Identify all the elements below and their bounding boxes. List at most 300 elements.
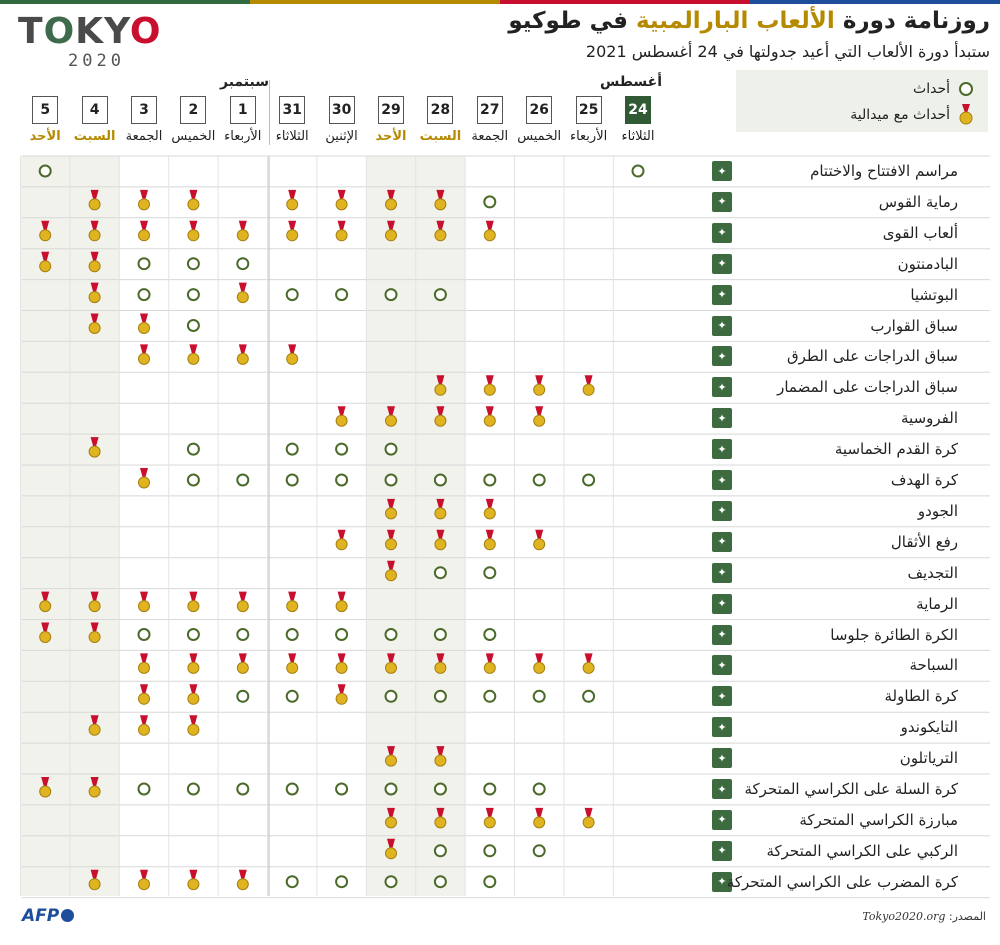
medal-disc xyxy=(89,230,100,241)
sport-name: الفروسية xyxy=(901,409,958,428)
medal-ribbon xyxy=(239,653,247,662)
archery-icon: ✦ xyxy=(712,192,732,212)
medal-ribbon xyxy=(486,221,494,230)
medal-disc xyxy=(188,199,199,210)
table-tennis-icon: ✦ xyxy=(712,686,732,706)
medal-ribbon xyxy=(288,344,296,353)
medal-disc xyxy=(89,632,100,643)
day-number: 5 xyxy=(32,96,58,124)
sitting-volleyball-icon: ✦ xyxy=(712,625,732,645)
medal-ribbon xyxy=(288,592,296,601)
sport-name: كرة المضرب على الكراسي المتحركة xyxy=(726,872,958,891)
day-name: الأحد xyxy=(29,129,61,144)
medal-ribbon xyxy=(585,653,593,662)
medal-event-marker xyxy=(139,715,150,735)
medal-ribbon xyxy=(486,808,494,817)
medal-event-marker xyxy=(484,221,495,241)
medal-ribbon xyxy=(140,715,148,724)
medal-disc xyxy=(484,662,495,673)
event-marker xyxy=(534,475,545,486)
medal-ribbon xyxy=(140,344,148,353)
medal-disc xyxy=(386,199,397,210)
medal-disc xyxy=(435,755,446,766)
medal-ribbon xyxy=(486,406,494,415)
sport-name: كرة السلة على الكراسي المتحركة xyxy=(744,780,958,798)
day-name: الجمعة xyxy=(471,129,509,144)
medal-event-marker xyxy=(336,406,347,426)
day-name: الثلاثاء xyxy=(621,129,655,144)
medal-disc xyxy=(287,601,298,612)
logo-year: 2020 xyxy=(68,51,125,71)
medal-disc xyxy=(435,539,446,550)
medal-ribbon xyxy=(338,530,346,539)
event-marker xyxy=(386,784,397,795)
medal-ribbon xyxy=(140,592,148,601)
medal-disc xyxy=(435,230,446,241)
medal-event-marker xyxy=(287,344,298,364)
medal-ribbon xyxy=(338,221,346,230)
medal-ribbon xyxy=(140,314,148,323)
medal-disc xyxy=(336,539,347,550)
source-value: Tokyo2020.org xyxy=(862,910,946,923)
medal-disc xyxy=(484,539,495,550)
medal-ribbon xyxy=(585,375,593,384)
judo-icon: ✦ xyxy=(712,501,732,521)
medal-ribbon xyxy=(239,344,247,353)
medal-disc xyxy=(188,693,199,704)
medal-event-marker xyxy=(139,684,150,704)
medal-disc xyxy=(336,230,347,241)
sport-name: رماية القوس xyxy=(878,192,958,211)
medal-disc xyxy=(534,539,545,550)
medal-disc xyxy=(40,786,51,797)
day-name: الخميس xyxy=(517,129,562,144)
event-marker xyxy=(484,567,495,578)
medal-disc xyxy=(534,662,545,673)
day-name: الأربعاء xyxy=(569,129,608,144)
afp-logo xyxy=(22,906,74,926)
medal-ribbon xyxy=(486,530,494,539)
medal-disc xyxy=(188,724,199,735)
source-label: المصدر: xyxy=(948,910,986,923)
medal-disc xyxy=(287,353,298,364)
medal-ribbon xyxy=(338,684,346,693)
sport-name: الركبي على الكراسي المتحركة xyxy=(766,841,958,860)
event-marker xyxy=(435,784,446,795)
medal-event-marker xyxy=(287,221,298,241)
event-marker xyxy=(484,691,495,702)
medal-disc xyxy=(484,817,495,828)
event-marker xyxy=(386,629,397,640)
medal-disc xyxy=(287,199,298,210)
event-marker xyxy=(435,691,446,702)
medal-ribbon xyxy=(140,221,148,230)
medal-event-marker xyxy=(484,530,495,550)
medal-disc xyxy=(188,601,199,612)
medal-event-marker xyxy=(237,653,248,673)
sport-name: الكرة الطائرة جلوسا xyxy=(830,625,958,644)
medal-ribbon xyxy=(338,653,346,662)
medal-disc xyxy=(188,230,199,241)
medal-ribbon xyxy=(486,375,494,384)
medal-ribbon xyxy=(189,344,197,353)
event-marker xyxy=(484,629,495,640)
sport-name: مبارزة الكراسي المتحركة xyxy=(799,810,958,829)
medal-disc xyxy=(435,199,446,210)
medal-disc xyxy=(89,446,100,457)
medal-disc xyxy=(139,477,150,488)
event-marker xyxy=(633,166,644,177)
medal-disc xyxy=(40,261,51,272)
sport-name: السباحة xyxy=(909,656,958,675)
day-number: 30 xyxy=(329,96,355,124)
medal-event-marker xyxy=(188,684,199,704)
medal-event-marker xyxy=(287,653,298,673)
event-marker xyxy=(139,784,150,795)
medal-disc xyxy=(386,230,397,241)
event-marker xyxy=(386,289,397,300)
powerlifting-icon: ✦ xyxy=(712,532,732,552)
event-marker xyxy=(435,475,446,486)
medal-disc xyxy=(336,199,347,210)
medal-disc xyxy=(89,323,100,334)
day-number: 25 xyxy=(576,96,602,124)
day-number: 27 xyxy=(477,96,503,124)
day-number: 2 xyxy=(180,96,206,124)
medal-event-marker xyxy=(484,406,495,426)
ceremony-icon: ✦ xyxy=(712,161,732,181)
football-5-icon: ✦ xyxy=(712,439,732,459)
medal-disc xyxy=(139,693,150,704)
medal-disc xyxy=(89,292,100,303)
medal-event-marker xyxy=(287,592,298,612)
event-marker xyxy=(139,289,150,300)
medal-ribbon xyxy=(239,221,247,230)
medal-event-marker xyxy=(139,870,150,890)
event-marker xyxy=(237,475,248,486)
medal-disc xyxy=(237,353,248,364)
day-number: 1 xyxy=(230,96,256,124)
event-marker xyxy=(336,475,347,486)
medal-disc xyxy=(139,724,150,735)
sport-name: البادمنتون xyxy=(897,254,958,273)
day-name: الجمعة xyxy=(125,129,163,144)
sport-name: التجديف xyxy=(907,563,958,582)
event-marker xyxy=(435,289,446,300)
medal-event-marker xyxy=(188,221,199,241)
medal-disc xyxy=(336,693,347,704)
medal-ribbon xyxy=(189,684,197,693)
medal-disc xyxy=(583,384,594,395)
medal-disc xyxy=(89,199,100,210)
day-number: 26 xyxy=(526,96,552,124)
event-marker xyxy=(386,444,397,455)
sport-name: البوتشيا xyxy=(910,285,958,304)
medal-disc xyxy=(386,508,397,519)
event-marker xyxy=(188,258,199,269)
sport-name: التايكوندو xyxy=(900,718,958,737)
medal-event-marker xyxy=(287,190,298,210)
logo-word: TOKYO xyxy=(18,11,162,52)
medal-ribbon xyxy=(486,653,494,662)
source-note xyxy=(862,910,986,923)
medal-disc xyxy=(435,817,446,828)
event-marker xyxy=(484,784,495,795)
medal-ribbon xyxy=(239,870,247,879)
event-marker xyxy=(287,876,298,887)
medal-disc xyxy=(435,662,446,673)
medal-event-marker xyxy=(237,592,248,612)
medal-ribbon xyxy=(535,406,543,415)
sport-name: الجودو xyxy=(917,501,958,520)
sport-name: سباق القوارب xyxy=(870,316,958,335)
afp-text: AFP xyxy=(22,906,60,926)
medal-disc xyxy=(40,632,51,643)
event-marker xyxy=(435,567,446,578)
medal-event-marker xyxy=(336,684,347,704)
medal-disc xyxy=(89,724,100,735)
event-marker xyxy=(435,876,446,887)
medal-ribbon xyxy=(189,653,197,662)
medal-disc xyxy=(237,879,248,890)
medal-ribbon xyxy=(288,653,296,662)
medal-disc xyxy=(40,230,51,241)
medal-disc xyxy=(435,508,446,519)
event-marker xyxy=(139,629,150,640)
medal-ribbon xyxy=(140,653,148,662)
medal-event-marker xyxy=(139,468,150,488)
medal-disc xyxy=(237,601,248,612)
event-marker xyxy=(237,784,248,795)
sport-name: الترياتلون xyxy=(899,749,958,768)
medal-disc xyxy=(188,879,199,890)
sport-name: الرماية xyxy=(916,594,958,613)
taekwondo-icon: ✦ xyxy=(712,717,732,737)
medal-disc xyxy=(583,817,594,828)
sport-name: مراسم الافتتاح والاختتام xyxy=(810,162,958,180)
wheelchair-fencing-icon: ✦ xyxy=(712,810,732,830)
medal-disc xyxy=(336,662,347,673)
medal-disc xyxy=(287,662,298,673)
swimming-icon: ✦ xyxy=(712,655,732,675)
medal-disc xyxy=(484,508,495,519)
event-marker xyxy=(435,629,446,640)
medal-disc xyxy=(435,415,446,426)
medal-event-marker xyxy=(534,375,545,395)
event-marker xyxy=(40,166,51,177)
medal-event-marker xyxy=(237,283,248,303)
day-name: الخميس xyxy=(171,129,216,144)
event-marker xyxy=(287,784,298,795)
medal-disc xyxy=(386,415,397,426)
event-marker xyxy=(484,876,495,887)
medal-disc xyxy=(435,384,446,395)
medal-ribbon xyxy=(189,592,197,601)
medal-event-marker xyxy=(188,592,199,612)
sport-name: كرة الهدف xyxy=(890,471,958,489)
medal-event-marker xyxy=(188,715,199,735)
event-marker xyxy=(188,784,199,795)
medal-event-marker xyxy=(534,530,545,550)
rowing-icon: ✦ xyxy=(712,563,732,583)
medal-disc xyxy=(139,230,150,241)
title-part2: في طوكيو xyxy=(508,8,628,34)
day-number: 31 xyxy=(279,96,305,124)
medal-ribbon xyxy=(535,530,543,539)
event-marker xyxy=(336,289,347,300)
medal-disc xyxy=(484,384,495,395)
sport-name: كرة القدم الخماسية xyxy=(834,440,958,459)
medal-disc xyxy=(583,662,594,673)
title-part1: روزنامة دورة xyxy=(842,8,990,34)
event-marker xyxy=(188,444,199,455)
medal-disc xyxy=(139,601,150,612)
medal-event-marker xyxy=(534,406,545,426)
medal-event-marker xyxy=(534,808,545,828)
athletics-icon: ✦ xyxy=(712,223,732,243)
medal-ribbon xyxy=(338,190,346,199)
sport-name: كرة الطاولة xyxy=(884,687,958,706)
event-marker xyxy=(386,876,397,887)
medal-disc xyxy=(237,230,248,241)
medal-disc xyxy=(386,570,397,581)
medal-ribbon xyxy=(189,715,197,724)
medal-disc xyxy=(484,230,495,241)
medal-ribbon xyxy=(535,653,543,662)
medal-disc xyxy=(139,662,150,673)
legend-medal-events-label: أحداث مع ميدالية xyxy=(850,107,950,123)
medal-event-marker xyxy=(188,653,199,673)
day-number: 4 xyxy=(82,96,108,124)
event-marker xyxy=(237,629,248,640)
medal-ribbon xyxy=(140,684,148,693)
medal-ribbon xyxy=(189,221,197,230)
medal-disc xyxy=(89,601,100,612)
event-marker xyxy=(386,475,397,486)
medal-disc xyxy=(89,786,100,797)
event-marker xyxy=(287,691,298,702)
medal-event-marker xyxy=(583,375,594,395)
event-marker xyxy=(188,320,199,331)
event-marker xyxy=(237,258,248,269)
medal-event-marker xyxy=(139,221,150,241)
event-marker xyxy=(336,444,347,455)
medal-ribbon xyxy=(288,190,296,199)
medal-ribbon xyxy=(189,190,197,199)
medal-event-marker xyxy=(237,870,248,890)
medal-disc xyxy=(237,292,248,303)
day-name: السبت xyxy=(419,129,462,144)
event-marker xyxy=(534,845,545,856)
wheelchair-basketball-icon: ✦ xyxy=(712,779,732,799)
medal-event-marker xyxy=(336,221,347,241)
legend-events-label: أحداث xyxy=(913,81,950,97)
wheelchair-tennis-icon: ✦ xyxy=(712,872,732,892)
month-august: أغسطس xyxy=(600,74,663,90)
sport-name: سباق الدراجات على المضمار xyxy=(777,378,958,397)
event-marker xyxy=(534,784,545,795)
equestrian-icon: ✦ xyxy=(712,408,732,428)
day-name: الأحد xyxy=(375,129,407,144)
medal-ribbon xyxy=(338,406,346,415)
medal-ribbon xyxy=(338,592,346,601)
event-marker xyxy=(336,784,347,795)
medal-ribbon xyxy=(535,375,543,384)
event-marker xyxy=(583,691,594,702)
medal-disc xyxy=(534,415,545,426)
medal-disc xyxy=(386,755,397,766)
shooting-icon: ✦ xyxy=(712,594,732,614)
medal-disc xyxy=(484,415,495,426)
triathlon-icon: ✦ xyxy=(712,748,732,768)
medal-disc xyxy=(534,384,545,395)
medal-disc xyxy=(386,662,397,673)
page-subtitle: ستبدأ دورة الألعاب التي أعيد جدولتها في 24 أغسطس 2021 xyxy=(585,42,990,61)
medal-ribbon xyxy=(585,808,593,817)
medal-event-marker xyxy=(188,190,199,210)
day-name: الأربعاء xyxy=(224,129,262,144)
event-marker xyxy=(484,475,495,486)
event-marker xyxy=(386,691,397,702)
medal-event-marker xyxy=(139,314,150,334)
track-cycling-icon: ✦ xyxy=(712,377,732,397)
medal-ribbon xyxy=(239,283,247,292)
event-marker xyxy=(287,629,298,640)
sport-name: سباق الدراجات على الطرق xyxy=(787,347,958,366)
day-name: الثلاثاء xyxy=(275,129,309,144)
event-marker xyxy=(435,845,446,856)
medal-disc xyxy=(188,662,199,673)
event-marker xyxy=(188,629,199,640)
medal-disc xyxy=(89,879,100,890)
medal-disc xyxy=(40,601,51,612)
wheelchair-rugby-icon: ✦ xyxy=(712,841,732,861)
medal-ribbon xyxy=(535,808,543,817)
medal-disc xyxy=(139,323,150,334)
medal-event-marker xyxy=(336,653,347,673)
medal-disc xyxy=(386,539,397,550)
medal-ribbon xyxy=(288,221,296,230)
medal-event-marker xyxy=(139,190,150,210)
medal-ribbon xyxy=(140,468,148,477)
medal-disc xyxy=(188,353,199,364)
medal-event-marker xyxy=(534,653,545,673)
day-name: الإثنين xyxy=(325,129,358,144)
medal-disc xyxy=(336,415,347,426)
afp-ball-icon xyxy=(61,909,74,922)
event-marker xyxy=(188,475,199,486)
event-marker xyxy=(336,629,347,640)
medal-disc xyxy=(139,199,150,210)
road-cycling-icon: ✦ xyxy=(712,346,732,366)
sport-name: ألعاب القوى xyxy=(882,223,958,242)
event-marker xyxy=(139,258,150,269)
medal-disc xyxy=(139,879,150,890)
medal-event-marker xyxy=(237,221,248,241)
medal-disc xyxy=(89,261,100,272)
medal-event-marker xyxy=(336,592,347,612)
medal-event-marker xyxy=(139,344,150,364)
day-number: 3 xyxy=(131,96,157,124)
badminton-icon: ✦ xyxy=(712,254,732,274)
day-number: 28 xyxy=(427,96,453,124)
medal-ribbon xyxy=(486,499,494,508)
event-marker xyxy=(188,289,199,300)
day-number: 29 xyxy=(378,96,404,124)
medal-disc xyxy=(237,662,248,673)
medal-event-marker xyxy=(484,375,495,395)
medal-event-marker xyxy=(484,499,495,519)
